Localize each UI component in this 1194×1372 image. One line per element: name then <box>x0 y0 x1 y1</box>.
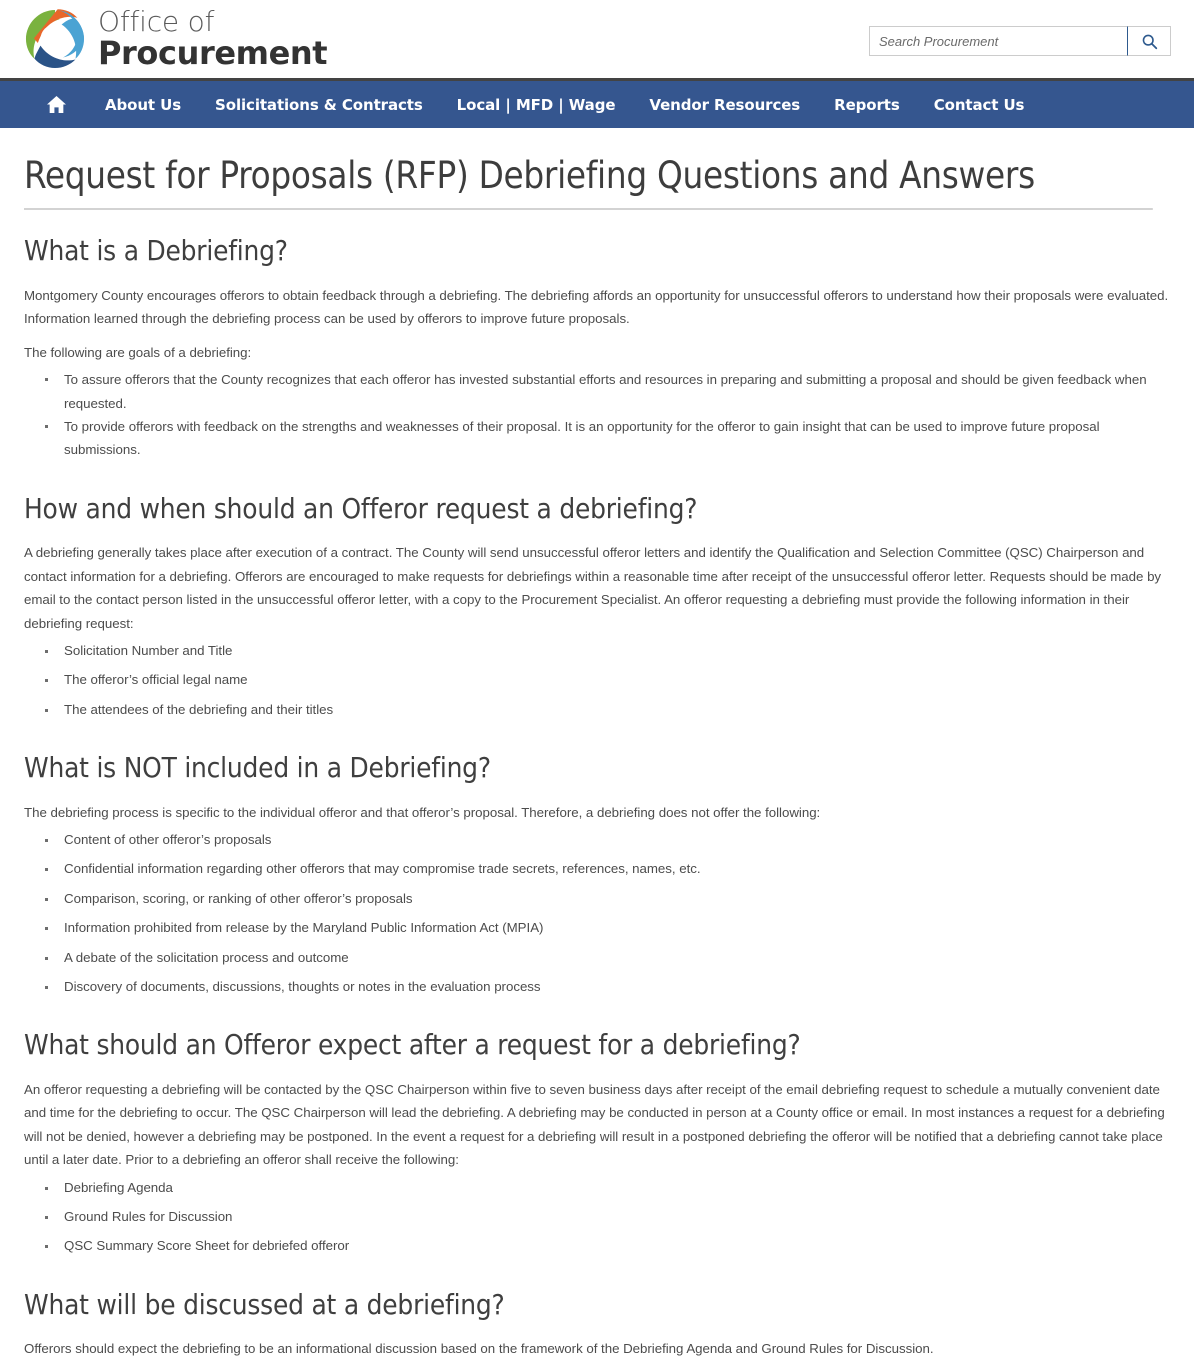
home-icon <box>46 95 67 114</box>
list-item: Confidential information regarding other offerors that may compromise trade secrets, references, names, etc. <box>24 857 1170 880</box>
section-bullet-list <box>24 1176 1170 1258</box>
list-item: Information prohibited from release by the Maryland Public Information Act (MPIA) <box>24 916 1170 939</box>
section-paragraph: Offerors should expect the debriefing to be an informational discussion based on the framework of the Debriefing Agenda and Ground Rules for Discussion. <box>24 1341 934 1357</box>
list-item: A debate of the solicitation process and outcome <box>24 946 1170 969</box>
main-navigation <box>0 78 1194 128</box>
section-bullet-list <box>24 639 1170 721</box>
section-what-is-not-included <box>24 751 1170 998</box>
search-icon <box>1141 33 1158 50</box>
section-paragraph: The debriefing process is specific to the individual offeror and that offeror’s proposal. Therefore, a debriefing does not offer the following: <box>24 804 821 820</box>
nav-item-reports[interactable]: Reports <box>834 95 900 114</box>
list-item: The attendees of the debriefing and their titles <box>24 698 1170 721</box>
section-heading: What will be discussed at a debriefing? <box>24 1287 505 1321</box>
search-input[interactable] <box>869 26 1127 56</box>
site-brand[interactable] <box>22 6 327 72</box>
brand-line-office-of: Office of <box>98 4 215 38</box>
list-item: To provide offerors with feedback on the strengths and weaknesses of their proposal. It is an opportunity for the offeror to gain insight that can be used to improve future proposal submissions. <box>24 415 1170 462</box>
list-item: Discovery of documents, discussions, thoughts or notes in the evaluation process <box>24 975 1170 998</box>
section-paragraph: The following are goals of a debriefing: <box>24 344 252 360</box>
section-what-will-be-discussed <box>24 1288 1170 1361</box>
list-item: Debriefing Agenda <box>24 1176 1170 1199</box>
section-what-is-a-debriefing <box>24 234 1170 461</box>
list-item: To assure offerors that the County recognizes that each offeror has invested substantial efforts and resources in preparing and submitting a proposal and should be given feedback when requested. <box>24 368 1170 415</box>
list-item: QSC Summary Score Sheet for debriefed offeror <box>24 1234 1170 1257</box>
section-heading: What is a Debriefing? <box>24 234 288 268</box>
list-item: Content of other offeror’s proposals <box>24 828 1170 851</box>
nav-item-about-us[interactable]: About Us <box>105 95 182 114</box>
nav-item-local-mfd-wage[interactable]: Local | MFD | Wage <box>456 95 616 114</box>
list-item: Ground Rules for Discussion <box>24 1205 1170 1228</box>
list-item: Comparison, scoring, or ranking of other offeror’s proposals <box>24 887 1170 910</box>
nav-item-vendor-resources[interactable]: Vendor Resources <box>649 95 801 114</box>
section-paragraph: An offeror requesting a debriefing will be contacted by the QSC Chairperson within five to seven business days after receipt of the email debriefing request to schedule a mutually convenient date and time for the debriefing to occur. The QSC Chairperson will lead the debriefing. A debriefing may be conducted in person at a County office or email. In most instances a request for a debriefing will not be denied, however a debriefing may be postponed. In the event a request for a debriefing will result in a postponed debriefing the offeror will be notified that a debriefing cannot take place until a later date. Prior to a debriefing an offeror shall receive the following: <box>24 1082 1165 1168</box>
search-form[interactable] <box>869 26 1171 56</box>
search-submit-button[interactable] <box>1127 26 1171 56</box>
nav-item-contact-us[interactable]: Contact Us <box>933 95 1025 114</box>
section-heading: What is NOT included in a Debriefing? <box>24 751 491 785</box>
nav-item-solicitations-contracts[interactable]: Solicitations & Contracts <box>215 95 423 114</box>
brand-line-procurement: Procurement <box>98 33 328 72</box>
list-item: The offeror’s official legal name <box>24 668 1170 691</box>
section-bullet-list <box>24 828 1170 998</box>
section-paragraph: A debriefing generally takes place after execution of a contract. The County will send unsuccessful offeror letters and identify the Qualification and Selection Committee (QSC) Chairperson and contact information for a debriefing. Offerors are encouraged to make requests for debriefings within a reasonable time after receipt of the unsuccessful offeror letter. Requests should be made by email to the contact person listed in the unsuccessful offeror letter, with a copy to the Procurement Specialist. An offeror requesting a debriefing must provide the following information in their debriefing request: <box>24 545 1162 631</box>
nav-item-home[interactable] <box>46 95 67 114</box>
section-what-to-expect-after-request <box>24 1028 1170 1257</box>
section-how-and-when-request <box>24 492 1170 721</box>
page-content <box>0 155 1194 1361</box>
list-item: Solicitation Number and Title <box>24 639 1170 662</box>
section-bullet-list <box>24 368 1170 462</box>
section-heading: How and when should an Offeror request a debriefing? <box>24 491 698 525</box>
aperture-swirl-logo-icon <box>22 6 88 72</box>
section-heading: What should an Offeror expect after a request for a debriefing? <box>24 1028 801 1062</box>
section-paragraph: Montgomery County encourages offerors to obtain feedback through a debriefing. The debriefing affords an opportunity for unsuccessful offerors to understand how their proposals were evaluated. Information learned through the debriefing process can be used by offerors to improve future proposals. <box>24 288 1169 327</box>
site-header <box>0 0 1194 78</box>
page-title: Request for Proposals (RFP) Debriefing Questions and Answers <box>24 155 1153 210</box>
